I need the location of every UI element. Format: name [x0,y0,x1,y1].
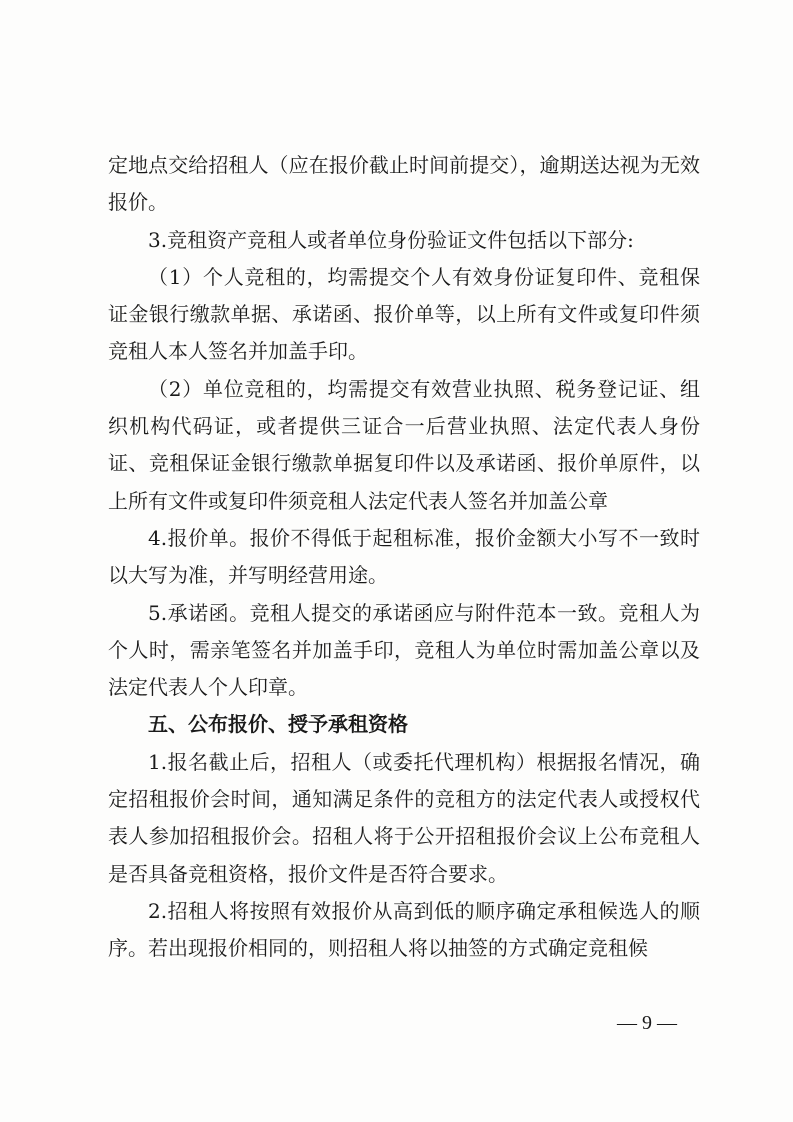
page-number: — 9 — [617,1012,677,1034]
paragraph-section5-item-2: 2.招租人将按照有效报价从高到低的顺序确定承租候选人的顺序。若出现报价相同的，则招租人将以抽签的方式确定竞租候 [108,898,700,961]
paragraph-item-5: 5.承诺函。竞租人提交的承诺函应与附件范本一致。竞租人为个人时，需亲笔签名并加盖手印，竞租人为单位时需加盖公章以及法定代表人个人印章。 [108,600,700,700]
paragraph-continuation: 定地点交给招租人（应在报价截止时间前提交），逾期送达视为无效报价。 [108,153,700,215]
paragraph-subitem-1: （1）个人竞租的，均需提交个人有效身份证复印件、竞租保证金银行缴款单据、承诺函、报价单等，以上所有文件或复印件须竞租人本人签名并加盖手印。 [108,264,700,364]
paragraph-subitem-2: （2）单位竞租的，均需提交有效营业执照、税务登记证、组织机构代码证，或者提供三证合一后营业执照、法定代表人身份证、竞租保证金银行缴款单据复印件以及承诺函、报价单原件，以上所有文件或复印件须竞租人法定代表人签名并加盖公章 [108,376,700,513]
body-text [108,147,700,968]
paragraph-section5-item-1: 1.报名截止后，招租人（或委托代理机构）根据报名情况，确定招租报价会时间，通知满足条件的竞租方的法定代表人或授权代表人参加招租报价会。招租人将于公开招租报价会议上公布竞租人是否具备竞租资格，报价文件是否符合要求。 [108,749,700,886]
section-heading-5: 五、公布报价、授予承租资格 [148,712,408,737]
paragraph-item-4: 4.报价单。报价不得低于起租标准，报价金额大小写不一致时以大写为准，并写明经营用途。 [108,525,700,588]
paragraph-item-3: 3.竞租资产竞租人或者单位身份验证文件包括以下部分: [148,227,634,252]
